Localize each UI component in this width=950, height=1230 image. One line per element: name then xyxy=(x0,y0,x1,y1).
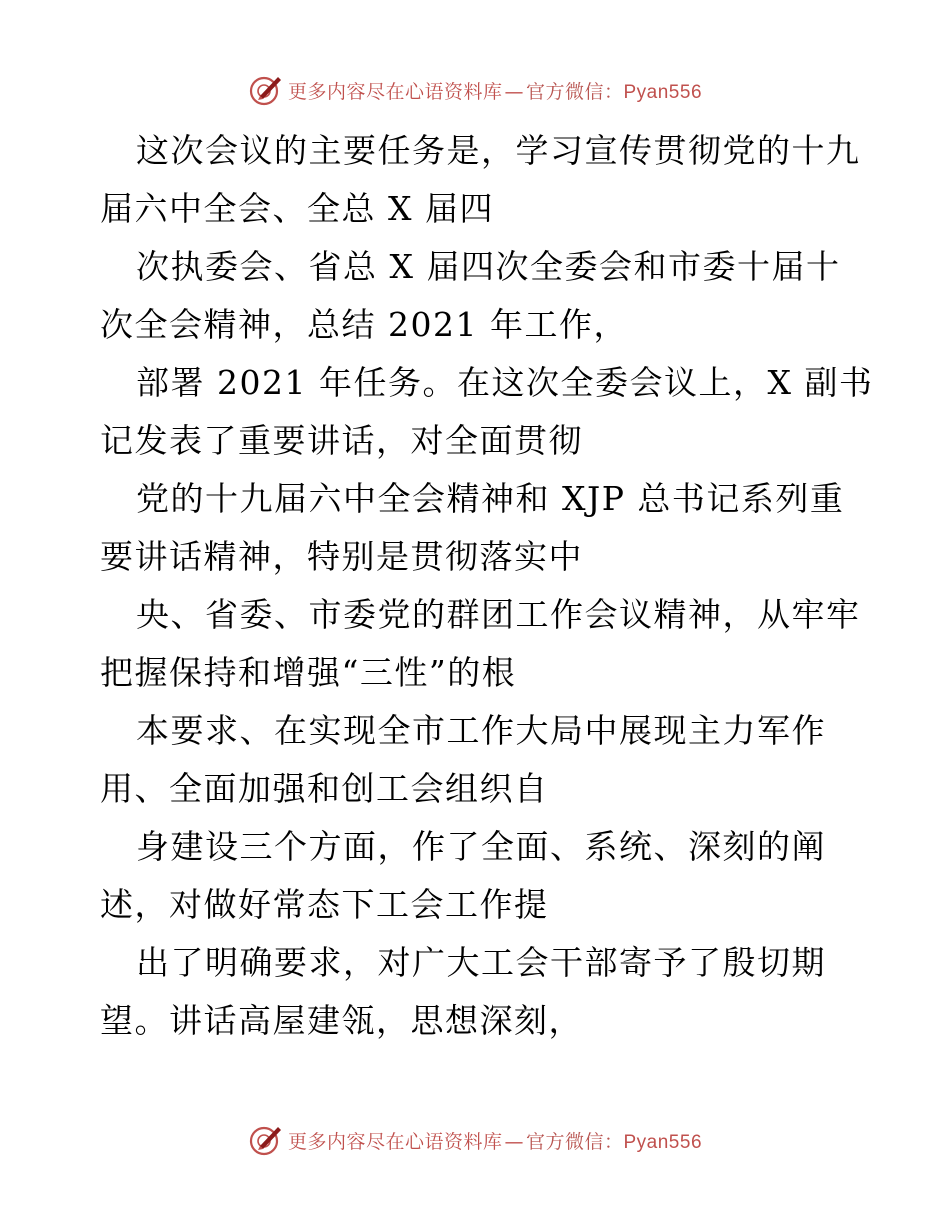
pen-nib-circle-icon xyxy=(248,72,284,108)
watermark-text xyxy=(288,1127,702,1154)
header-watermark xyxy=(0,70,950,110)
text-line: 届六中全会、全总 X 届四 xyxy=(100,189,494,228)
text-line: 述，对做好常态下工会工作提 xyxy=(100,885,549,924)
text-line: 次全会精神，总结 2021 年工作， xyxy=(100,305,628,344)
text-line: 部署 2021 年任务。在这次全委会议上，X 副书 xyxy=(136,363,874,402)
watermark-main: 更多内容尽在心语资料库 xyxy=(287,80,503,103)
text-line: 望。讲话高屋建瓴，思想深刻， xyxy=(100,1001,583,1040)
watermark-id: Pyan556 xyxy=(623,81,703,103)
text-line: 记发表了重要讲话，对全面贯彻 xyxy=(100,421,583,460)
watermark-label: 官方微信： xyxy=(525,1130,624,1153)
text-line: 本要求、在实现全市工作大局中展现主力军作 xyxy=(136,711,826,750)
watermark-main: 更多内容尽在心语资料库 xyxy=(287,1130,503,1153)
watermark-text xyxy=(288,77,702,104)
text-line: 出了明确要求，对广大工会干部寄予了殷切期 xyxy=(136,943,826,982)
watermark-separator: — xyxy=(504,80,524,103)
text-line: 用、全面加强和创工会组织自 xyxy=(100,769,549,808)
text-line: 央、省委、市委党的群团工作会议精神，从牢牢 xyxy=(136,595,861,634)
watermark-separator: — xyxy=(504,1130,524,1153)
watermark-label: 官方微信： xyxy=(525,80,624,103)
pen-nib-circle-icon xyxy=(248,1122,284,1158)
footer-watermark xyxy=(0,1120,950,1160)
text-line: 身建设三个方面，作了全面、系统、深刻的阐 xyxy=(136,827,826,866)
text-line: 次执委会、省总 X 届四次全委会和市委十届十 xyxy=(136,247,841,286)
text-line: 这次会议的主要任务是，学习宣传贯彻党的十九 xyxy=(136,131,861,170)
watermark-id: Pyan556 xyxy=(623,1131,703,1153)
text-line: 要讲话精神，特别是贯彻落实中 xyxy=(100,537,583,576)
text-line: 把握保持和增强“三性”的根 xyxy=(100,653,517,692)
document-body xyxy=(100,122,874,1050)
text-line: 党的十九届六中全会精神和 XJP 总书记系列重 xyxy=(136,479,845,518)
